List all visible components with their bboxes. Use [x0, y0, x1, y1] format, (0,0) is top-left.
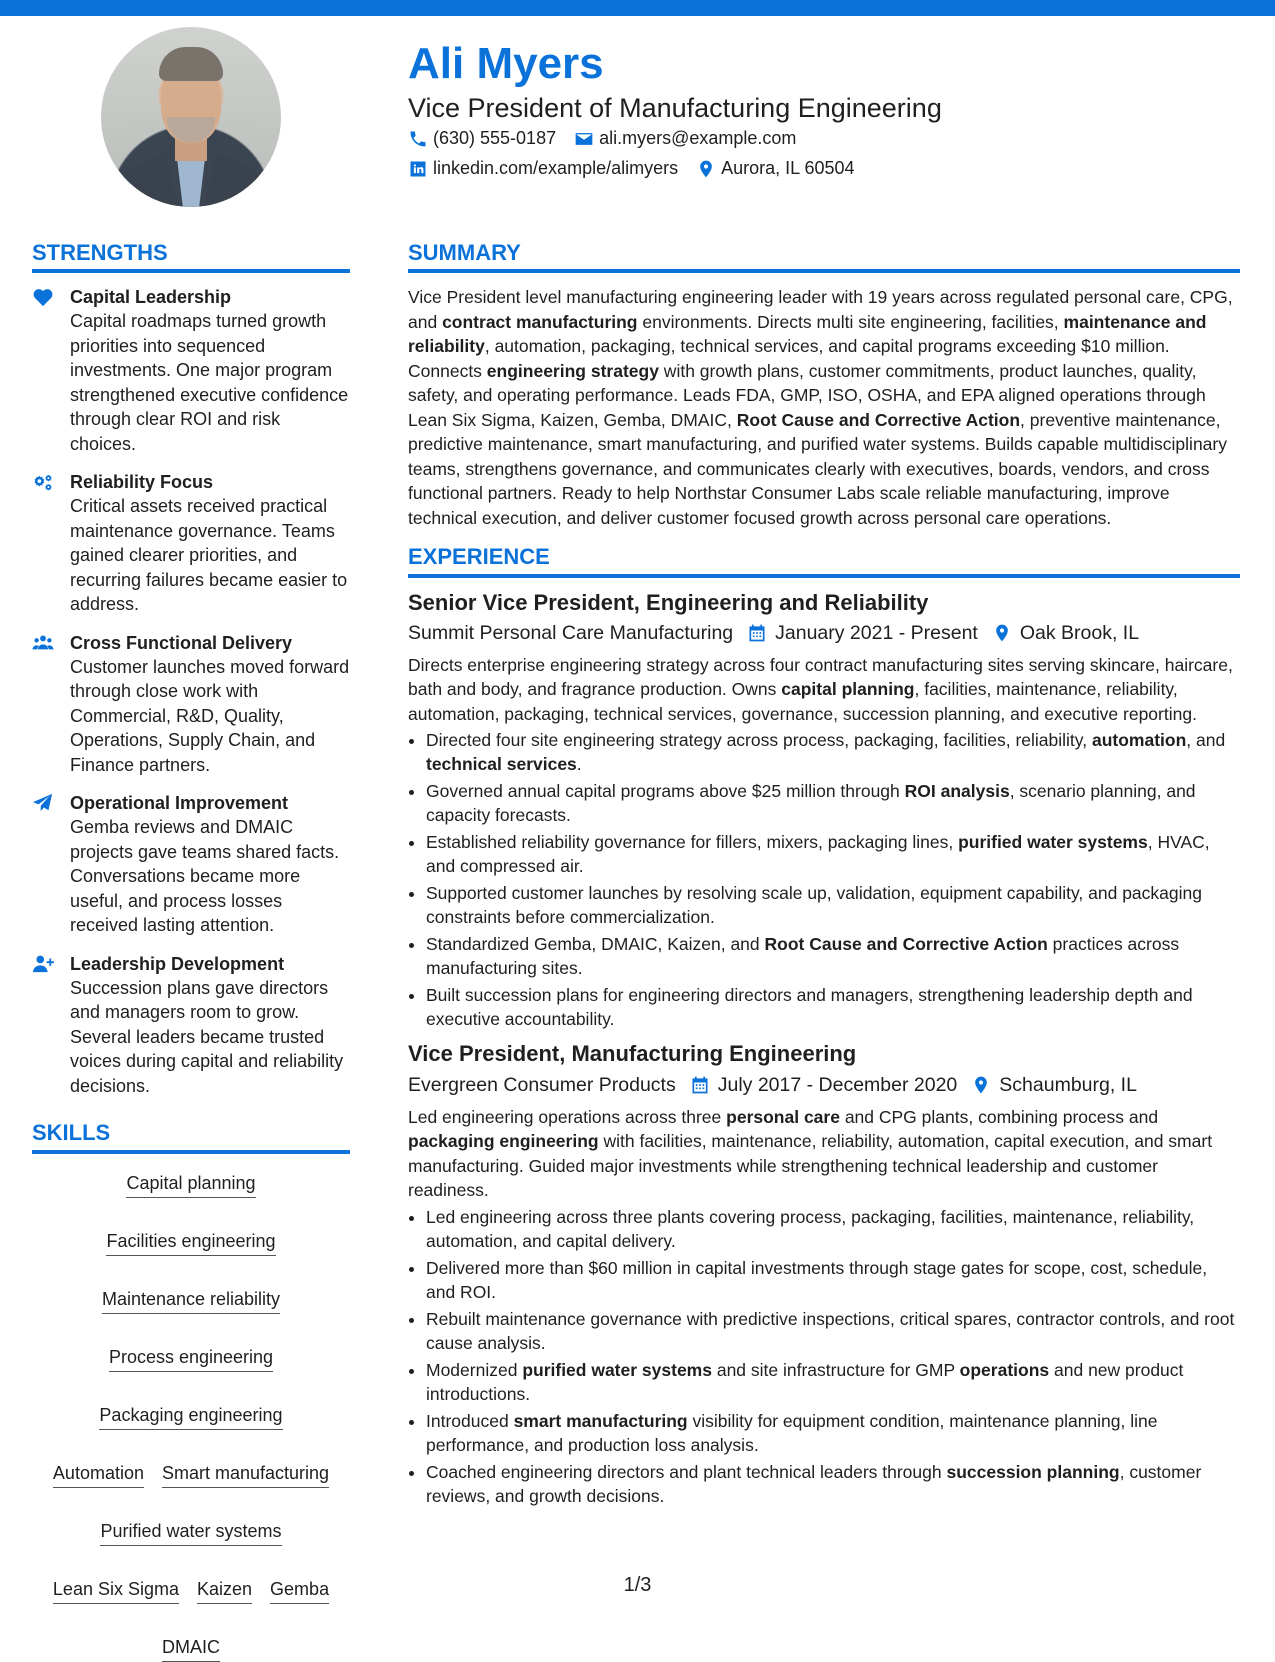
strength-title: Reliability Focus — [70, 472, 214, 493]
emphasis-text: purified water systems — [958, 832, 1148, 853]
text-run: and new product introductions. — [426, 1359, 1184, 1404]
skill-tag: Process engineering — [109, 1344, 273, 1372]
text-run: with growth plans, customer commitments, product launches, quality, safety, and operating performance. Leads FDA, GMP, ISO, OSHA, and EPA aligned operations through Lean Six Sigma, Kaizen, Gemba, DMAIC, — [408, 360, 1206, 430]
strengths-heading: STRENGTHS — [32, 240, 350, 273]
bullet-item — [426, 830, 1240, 878]
text-run: , and — [1186, 730, 1226, 751]
text-run: , facilities, maintenance, reliability, automation, packaging, technical services, governance, succession planning, and executive reporting. — [408, 679, 1197, 724]
text-run: , preventive maintenance, predictive maintenance, smart manufacturing, and purified water systems. Builds capable multidisciplinary teams, strengthens governance, and communicates clearly with executives, boards, vendors, and cross functional partners. Ready to help Northstar Consumer Labs scale reliable manufacturing, improve technical execution, and deliver customer focused growth across personal care operations. — [408, 409, 1227, 528]
job-description — [408, 653, 1240, 727]
text-run: and CPG plants, combining process and — [839, 1106, 1159, 1127]
strength-item — [32, 952, 350, 1099]
job-bullets — [408, 728, 1240, 1031]
emphasis-text: engineering strategy — [486, 360, 659, 381]
job-meta — [408, 1074, 1240, 1097]
email-contact[interactable] — [574, 128, 796, 149]
emphasis-text: packaging engineering — [408, 1131, 599, 1152]
skill-tag: Lean Six Sigma — [53, 1576, 179, 1604]
emphasis-text: Root Cause and Corrective Action — [736, 409, 1021, 430]
phone-text: (630) 555-0187 — [433, 128, 557, 148]
bullet-item — [426, 881, 1240, 929]
strength-description: Succession plans gave directors and managers room to grow. Several leaders became trusted voices during capital and reliability decisions. — [70, 977, 344, 1096]
strength-title: Cross Functional Delivery — [70, 632, 293, 653]
strength-title: Leadership Development — [70, 953, 285, 974]
profile-photo — [101, 27, 281, 207]
skill-tag: Smart manufacturing — [162, 1460, 329, 1488]
text-run: Modernized — [426, 1359, 523, 1380]
heart-icon — [32, 287, 54, 307]
strength-description: Critical assets received practical maintenance governance. Teams gained clearer priorities, and recurring failures became easier to address. — [70, 496, 348, 615]
text-run: Established reliability governance for fillers, mixers, packaging lines, — [426, 832, 959, 853]
emphasis-text: operations — [959, 1359, 1050, 1380]
candidate-name: Ali Myers — [408, 39, 604, 88]
text-run: Led engineering across three plants covering process, packaging, facilities, maintenance, reliability, automation, and capital delivery. — [426, 1206, 1195, 1251]
paper-plane-icon — [32, 793, 54, 813]
text-run: , scenario planning, and capacity forecasts. — [426, 781, 1196, 826]
skill-tag: Gemba — [270, 1576, 329, 1604]
users-icon — [32, 633, 54, 653]
strength-description: Capital roadmaps turned growth priorities into sequenced investments. One major program strengthened executive confidence through clear ROI and risk choices. — [70, 311, 349, 454]
map-pin-icon — [971, 1075, 991, 1095]
calendar-icon — [747, 623, 767, 643]
calendar-icon — [690, 1075, 710, 1095]
contact-row-2 — [408, 158, 855, 179]
text-run: Delivered more than $60 million in capital investments through stage gates for scope, cost, schedule, and ROI. — [426, 1257, 1208, 1302]
skill-tag: Facilities engineering — [106, 1228, 275, 1256]
job-entry — [408, 1041, 1240, 1507]
emphasis-text: contract manufacturing — [442, 311, 638, 332]
text-run: Governed annual capital programs above $25 million through — [426, 781, 905, 802]
text-run: Introduced — [426, 1410, 514, 1431]
emphasis-text: Root Cause and Corrective Action — [764, 934, 1048, 955]
emphasis-text: purified water systems — [522, 1359, 712, 1380]
text-run: environments. Directs multi site engineering, facilities, — [637, 311, 1064, 332]
right-column — [408, 240, 1240, 1518]
job-company: Evergreen Consumer Products — [408, 1073, 676, 1096]
summary-heading: SUMMARY — [408, 240, 1240, 273]
text-run: Directs enterprise engineering strategy across four contract manufacturing sites serving skincare, haircare, bath and body, and fragrance production. Owns — [408, 654, 1233, 700]
text-run: Vice President level manufacturing engineering leader with 19 years across regulated personal care, CPG, and — [408, 287, 1233, 332]
strength-title: Capital Leadership — [70, 287, 232, 308]
linkedin-icon — [408, 159, 428, 179]
skill-tag: Packaging engineering — [99, 1402, 282, 1430]
location-text: Aurora, IL 60504 — [721, 158, 855, 178]
skill-tag: DMAIC — [162, 1634, 220, 1662]
emphasis-text: personal care — [726, 1106, 840, 1127]
text-run: and site infrastructure for GMP — [711, 1359, 960, 1380]
job-location: Schaumburg, IL — [999, 1073, 1137, 1096]
job-dates: January 2021 - Present — [775, 621, 978, 644]
gears-icon — [32, 472, 54, 492]
skill-tag: Capital planning — [126, 1170, 255, 1198]
skill-tag: Purified water systems — [100, 1518, 281, 1546]
job-company: Summit Personal Care Manufacturing — [408, 621, 734, 644]
job-entry — [408, 590, 1240, 1032]
envelope-icon — [574, 129, 594, 149]
skill-tag: Kaizen — [197, 1576, 252, 1604]
job-location: Oak Brook, IL — [1019, 621, 1140, 644]
summary-text — [408, 285, 1240, 530]
email-text: ali.myers@example.com — [599, 128, 797, 148]
text-run: . — [576, 754, 582, 775]
phone-icon — [408, 129, 428, 149]
bullet-item — [426, 1256, 1240, 1304]
skill-tag: Maintenance reliability — [102, 1286, 280, 1314]
text-run: , HVAC, and compressed air. — [426, 832, 1210, 877]
text-run: Coached engineering directors and plant technical leaders through — [426, 1461, 947, 1482]
text-run: visibility for equipment condition, maintenance planning, line performance, and production loss analysis. — [426, 1410, 1158, 1455]
text-run: Directed four site engineering strategy across process, packaging, facilities, reliability, — [426, 730, 1092, 751]
skill-tag: Automation — [53, 1460, 144, 1488]
job-meta — [408, 622, 1240, 645]
emphasis-text: automation — [1091, 730, 1187, 751]
map-pin-icon — [992, 623, 1012, 643]
text-run: , customer reviews, and growth decisions. — [426, 1461, 1202, 1506]
strength-item — [32, 631, 350, 778]
candidate-role: Vice President of Manufacturing Engineering — [408, 93, 942, 123]
experience-heading: EXPERIENCE — [408, 544, 1240, 577]
strength-item — [32, 791, 350, 938]
strength-description: Gemba reviews and DMAIC projects gave teams shared facts. Conversations became more useful, and process losses received lasting attention. — [70, 817, 340, 936]
linkedin-contact[interactable] — [408, 158, 678, 179]
location-contact — [696, 158, 854, 179]
strengths-list — [32, 285, 350, 1098]
user-plus-icon — [32, 954, 54, 974]
phone-contact[interactable] — [408, 128, 556, 149]
job-dates: July 2017 - December 2020 — [717, 1073, 958, 1096]
bullet-item — [426, 1205, 1240, 1253]
job-bullets — [408, 1205, 1240, 1508]
bullet-item — [426, 728, 1240, 776]
bullet-item — [426, 1358, 1240, 1406]
job-description — [408, 1105, 1240, 1203]
linkedin-text: linkedin.com/example/alimyers — [433, 158, 679, 178]
text-run: Led engineering operations across three — [408, 1106, 727, 1127]
left-column — [32, 240, 350, 1662]
contact-row-1 — [408, 128, 796, 149]
page-indicator: 1/3 — [623, 1574, 652, 1596]
bullet-item — [426, 1409, 1240, 1457]
bullet-item — [426, 1307, 1240, 1355]
strength-description: Customer launches moved forward through close work with Commercial, R&D, Quality, Operations, Supply Chain, and Finance partners. — [70, 656, 350, 775]
bullet-item — [426, 779, 1240, 827]
top-accent-bar — [0, 0, 1275, 16]
map-pin-icon — [696, 159, 716, 179]
strength-item — [32, 285, 350, 456]
bullet-item — [426, 1460, 1240, 1508]
emphasis-text: capital planning — [781, 679, 915, 700]
emphasis-text: succession planning — [946, 1461, 1120, 1482]
strength-item — [32, 470, 350, 617]
text-run: Built succession plans for engineering directors and managers, strengthening leadership depth and executive accountability. — [426, 985, 1193, 1030]
text-run: with facilities, maintenance, reliability, automation, capital execution, and smart manufacturing. Guided major investments while strengthening technical leadership and customer readiness. — [408, 1131, 1213, 1201]
job-title: Senior Vice President, Engineering and Reliability — [408, 589, 929, 615]
emphasis-text: ROI analysis — [904, 781, 1010, 802]
emphasis-text: smart manufacturing — [513, 1410, 688, 1431]
bullet-item — [426, 932, 1240, 980]
bullet-item — [426, 983, 1240, 1031]
text-run: Supported customer launches by resolving scale up, validation, equipment capability, and packaging constraints before commercialization. — [426, 883, 1202, 928]
text-run: Standardized Gemba, DMAIC, Kaizen, and — [426, 934, 765, 955]
text-run: practices across manufacturing sites. — [426, 934, 1180, 979]
text-run: , automation, packaging, technical services, and capital programs exceeding $10 million. Connects — [408, 336, 1170, 381]
emphasis-text: technical services — [426, 754, 577, 775]
skills-heading: SKILLS — [32, 1120, 350, 1153]
job-title: Vice President, Manufacturing Engineering — [408, 1041, 857, 1067]
strength-title: Operational Improvement — [70, 793, 289, 814]
text-run: Rebuilt maintenance governance with predictive inspections, critical spares, contractor controls, and root cause analysis. — [426, 1308, 1235, 1353]
emphasis-text: maintenance and reliability — [408, 311, 1207, 357]
